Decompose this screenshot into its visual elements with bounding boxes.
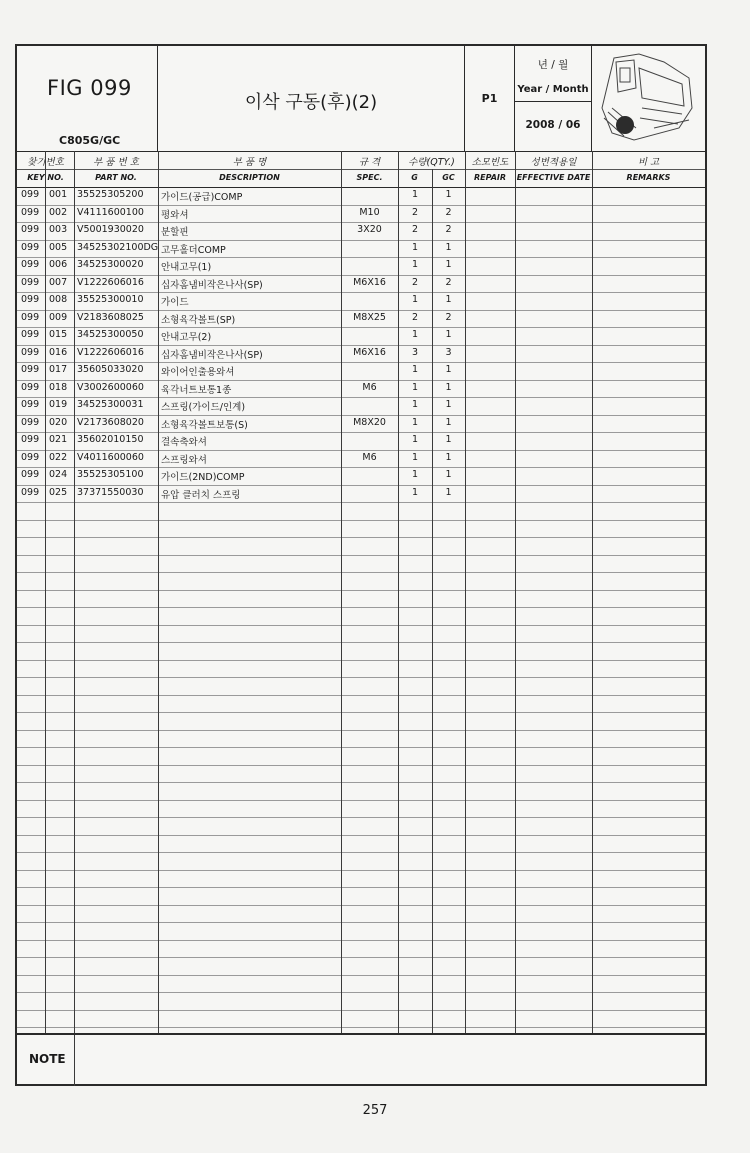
empty-table-row — [17, 870, 705, 889]
cell-gc: 1 — [445, 259, 452, 270]
cell-key: 008 — [49, 294, 68, 305]
col-divider — [45, 151, 46, 1033]
cell-desc: 육각너트보통1종 — [161, 384, 232, 396]
page-code-cell — [465, 46, 515, 151]
cell-key: 025 — [49, 486, 68, 498]
col-repair — [465, 151, 515, 187]
cell-part: 37371550030 — [77, 486, 144, 498]
empty-table-row — [17, 502, 705, 521]
cell-key: 022 — [49, 451, 68, 463]
cell-key: 020 — [49, 416, 68, 428]
col-effective-date — [515, 151, 592, 187]
col-divider — [432, 169, 433, 1033]
col-divider — [592, 151, 593, 1033]
empty-table-row — [17, 940, 705, 959]
empty-table-row — [17, 887, 705, 906]
empty-table-row — [17, 852, 705, 871]
table-row — [17, 397, 705, 416]
cell-part: 35605033020 — [77, 364, 144, 375]
cell-key: 016 — [49, 346, 68, 358]
col-desc-ko: 부 품 명 — [232, 157, 267, 168]
cell-desc: 가이드(공급)COMP — [161, 192, 243, 203]
cell-key: 005 — [49, 241, 68, 253]
cell-spec: M8X25 — [353, 311, 386, 323]
cell-fig: 099 — [21, 224, 40, 235]
cell-gc: 1 — [445, 486, 452, 498]
cell-gc: 1 — [445, 189, 452, 200]
cell-gc: 1 — [445, 469, 452, 480]
empty-table-row — [17, 677, 705, 696]
empty-table-row — [17, 1010, 705, 1029]
cell-g: 1 — [411, 486, 419, 498]
cell-key: 009 — [49, 311, 68, 323]
cell-fig: 099 — [21, 259, 40, 270]
col-part-no — [74, 151, 158, 187]
fig-cell — [17, 46, 158, 151]
col-description — [158, 151, 341, 187]
combine-harvester-icon — [594, 48, 702, 148]
col-remarks — [592, 151, 705, 187]
table-row — [17, 432, 705, 451]
empty-table-row — [17, 590, 705, 609]
cell-part: V1222606016 — [77, 276, 144, 288]
empty-table-row — [17, 730, 705, 749]
cell-key: 019 — [49, 399, 68, 410]
table-row — [17, 310, 705, 329]
cell-spec: M6X16 — [353, 276, 386, 288]
cell-part: V4011600060 — [77, 451, 144, 463]
empty-table-row — [17, 835, 705, 854]
cell-desc: 가이드 — [161, 297, 189, 308]
cell-gc: 2 — [445, 224, 452, 235]
cell-gc: 2 — [445, 276, 452, 288]
cell-desc: 십자홈냄비작은나사(SP) — [161, 279, 263, 291]
col-key-ko: 찾기번호 — [27, 157, 64, 168]
cell-fig: 099 — [21, 364, 40, 375]
cell-g: 1 — [411, 364, 419, 375]
cell-spec: M6 — [362, 451, 377, 463]
cell-gc: 1 — [445, 329, 452, 340]
cell-desc: 스프링와셔 — [161, 454, 207, 466]
cell-desc: 스프링(가이드/인계) — [161, 402, 246, 413]
table-row — [17, 415, 705, 434]
year-month-divider — [515, 101, 591, 102]
cell-part: 35525300010 — [77, 294, 144, 305]
empty-table-row — [17, 572, 705, 591]
table-row — [17, 292, 705, 311]
cell-key: 017 — [49, 364, 68, 375]
cell-g: 1 — [411, 259, 419, 270]
column-headers — [17, 151, 705, 188]
col-divider — [398, 151, 399, 1033]
cell-key: 007 — [49, 276, 68, 288]
col-divider — [158, 151, 159, 1033]
col-spec — [341, 151, 398, 187]
empty-table-row — [17, 747, 705, 766]
empty-table-row — [17, 922, 705, 941]
cell-desc: 가이드(2ND)COMP — [161, 472, 245, 483]
empty-table-row — [17, 712, 705, 731]
cell-g: 1 — [411, 381, 419, 393]
table-row — [17, 257, 705, 276]
cell-key: 001 — [49, 189, 68, 200]
cell-fig: 099 — [21, 189, 40, 200]
cell-part: V1222606016 — [77, 346, 144, 358]
col-qty-gc: GC — [442, 173, 455, 182]
table-row — [17, 205, 705, 224]
table-row — [17, 362, 705, 381]
empty-table-row — [17, 607, 705, 626]
col-qty-g: G — [411, 173, 418, 182]
page-code: P1 — [481, 92, 498, 105]
cell-gc: 1 — [445, 399, 452, 410]
table-row — [17, 467, 705, 486]
empty-table-row — [17, 800, 705, 819]
empty-table-row — [17, 555, 705, 574]
cell-desc: 안내고무(2) — [161, 332, 212, 343]
cell-desc: 결속축와셔 — [161, 437, 207, 448]
cell-fig: 099 — [21, 381, 40, 393]
cell-gc: 1 — [445, 364, 452, 375]
cell-key: 015 — [49, 329, 68, 340]
col-part-ko: 부 품 번 호 — [93, 157, 139, 168]
page-title: 이삭 구동(후)(2) — [244, 92, 378, 113]
cell-g: 2 — [411, 206, 419, 218]
cell-g: 1 — [411, 434, 419, 445]
cell-gc: 1 — [445, 241, 452, 253]
cell-gc: 1 — [445, 416, 452, 428]
cell-part: V2173608020 — [77, 416, 144, 428]
empty-table-row — [17, 765, 705, 784]
sheet-header — [17, 46, 705, 152]
empty-table-row — [17, 625, 705, 644]
note-label: NOTE — [29, 1052, 66, 1066]
cell-key: 018 — [49, 381, 68, 393]
empty-table-row — [17, 817, 705, 836]
issue-date: 2008 / 06 — [525, 119, 581, 131]
cell-key: 003 — [49, 224, 68, 235]
col-rem-ko: 비 고 — [637, 157, 660, 168]
table-row — [17, 187, 705, 206]
cell-desc: 소형육각볼트(SP) — [161, 314, 236, 326]
cell-part: V4111600100 — [77, 206, 144, 218]
cell-part: 34525302100DG — [77, 241, 159, 253]
empty-table-row — [17, 520, 705, 539]
cell-g: 1 — [411, 294, 419, 305]
cell-key: 002 — [49, 206, 68, 218]
model-name: C805G/GC — [59, 134, 121, 147]
cell-gc: 1 — [445, 451, 452, 463]
cell-g: 1 — [411, 469, 419, 480]
cell-desc: 안내고무(1) — [161, 262, 212, 273]
col-divider — [74, 151, 75, 1033]
table-row — [17, 345, 705, 364]
table-row — [17, 327, 705, 346]
cell-spec: M10 — [359, 206, 380, 218]
cell-spec: 3X20 — [357, 224, 382, 235]
col-divider — [341, 151, 342, 1033]
cell-g: 2 — [411, 276, 419, 288]
table-row — [17, 380, 705, 399]
empty-table-row — [17, 975, 705, 994]
cell-spec: M6 — [362, 381, 377, 393]
cell-gc: 1 — [445, 294, 452, 305]
cell-desc: 와이어인출용와셔 — [161, 367, 235, 378]
cell-g: 1 — [411, 399, 419, 410]
year-month-cell — [515, 46, 592, 151]
note-section — [17, 1033, 705, 1086]
col-eff-ko: 성번적용일 — [530, 157, 577, 168]
cell-fig: 099 — [21, 416, 40, 428]
col-part-en: PART NO. — [95, 173, 137, 182]
table-row — [17, 275, 705, 294]
empty-table-row — [17, 695, 705, 714]
cell-gc: 2 — [445, 206, 452, 218]
cell-gc: 2 — [445, 311, 452, 323]
cell-g: 1 — [411, 416, 419, 428]
cell-desc: 소형육각볼트보통(S) — [161, 419, 248, 431]
cell-fig: 099 — [21, 276, 40, 288]
cell-desc: 유압 클러치 스프링 — [161, 489, 241, 501]
cell-desc: 십자홈냄비작은나사(SP) — [161, 349, 263, 361]
col-spec-ko: 규 격 — [358, 157, 381, 168]
title-cell — [158, 46, 465, 151]
empty-table-row — [17, 660, 705, 679]
empty-table-row — [17, 992, 705, 1011]
cell-part: V2183608025 — [77, 311, 144, 323]
fig-number: FIG 099 — [47, 76, 132, 100]
cell-part: V5001930020 — [77, 224, 144, 235]
cell-fig: 099 — [21, 329, 40, 340]
col-key-en: KEY NO. — [27, 173, 64, 182]
col-eff-en: EFFECTIVE DATE — [516, 173, 591, 182]
table-row — [17, 450, 705, 469]
cell-g: 1 — [411, 451, 419, 463]
cell-part: 35525305200 — [77, 189, 144, 200]
col-repair-en: REPAIR — [473, 173, 507, 182]
cell-g: 2 — [411, 311, 419, 323]
cell-fig: 099 — [21, 206, 40, 218]
empty-table-row — [17, 642, 705, 661]
empty-table-row — [17, 537, 705, 556]
page-number: 257 — [362, 1103, 388, 1118]
cell-fig: 099 — [21, 469, 40, 480]
col-spec-en: SPEC. — [356, 173, 383, 182]
cell-desc: 평와셔 — [161, 209, 189, 221]
cell-g: 2 — [411, 224, 419, 235]
table-row — [17, 240, 705, 259]
cell-gc: 1 — [445, 434, 452, 445]
cell-gc: 3 — [445, 346, 452, 358]
cell-fig: 099 — [21, 486, 40, 498]
cell-part: 34525300020 — [77, 259, 144, 270]
cell-fig: 099 — [21, 311, 40, 323]
cell-fig: 099 — [21, 399, 40, 410]
empty-table-row — [17, 905, 705, 924]
col-repair-ko: 소모빈도 — [471, 157, 509, 168]
cell-desc: 고무홀더COMP — [161, 244, 226, 256]
empty-table-row — [17, 782, 705, 801]
cell-key: 006 — [49, 259, 68, 270]
parts-sheet — [15, 44, 707, 1086]
cell-spec: M8X20 — [353, 416, 386, 428]
note-divider — [74, 1035, 75, 1086]
col-divider — [465, 151, 466, 1033]
cell-gc: 1 — [445, 381, 452, 393]
cell-g: 1 — [411, 329, 419, 340]
cell-fig: 099 — [21, 346, 40, 358]
year-month-ko: 년 / 월 — [537, 59, 569, 71]
cell-spec: M6X16 — [353, 346, 386, 358]
cell-key: 024 — [49, 469, 68, 480]
col-divider — [515, 151, 516, 1033]
cell-part: 35525305100 — [77, 469, 144, 480]
cell-part: 34525300050 — [77, 329, 144, 340]
machine-illustration-cell — [592, 46, 705, 151]
col-desc-en: DESCRIPTION — [219, 173, 280, 182]
empty-table-row — [17, 957, 705, 976]
table-row — [17, 485, 705, 504]
cell-g: 1 — [411, 189, 419, 200]
year-month-en: Year / Month — [517, 84, 589, 95]
col-rem-en: REMARKS — [626, 173, 671, 182]
cell-part: 34525300031 — [77, 399, 144, 410]
cell-part: V3002600060 — [77, 381, 144, 393]
col-qty-ko: 수량(QTY.) — [408, 157, 455, 168]
cell-part: 35602010150 — [77, 434, 144, 445]
cell-g: 1 — [411, 241, 419, 253]
cell-key: 021 — [49, 434, 68, 445]
cell-fig: 099 — [21, 241, 40, 253]
cell-fig: 099 — [21, 294, 40, 305]
cell-desc: 분할핀 — [161, 227, 189, 238]
cell-fig: 099 — [21, 451, 40, 463]
cell-fig: 099 — [21, 434, 40, 445]
cell-g: 3 — [411, 346, 419, 358]
table-row — [17, 222, 705, 241]
